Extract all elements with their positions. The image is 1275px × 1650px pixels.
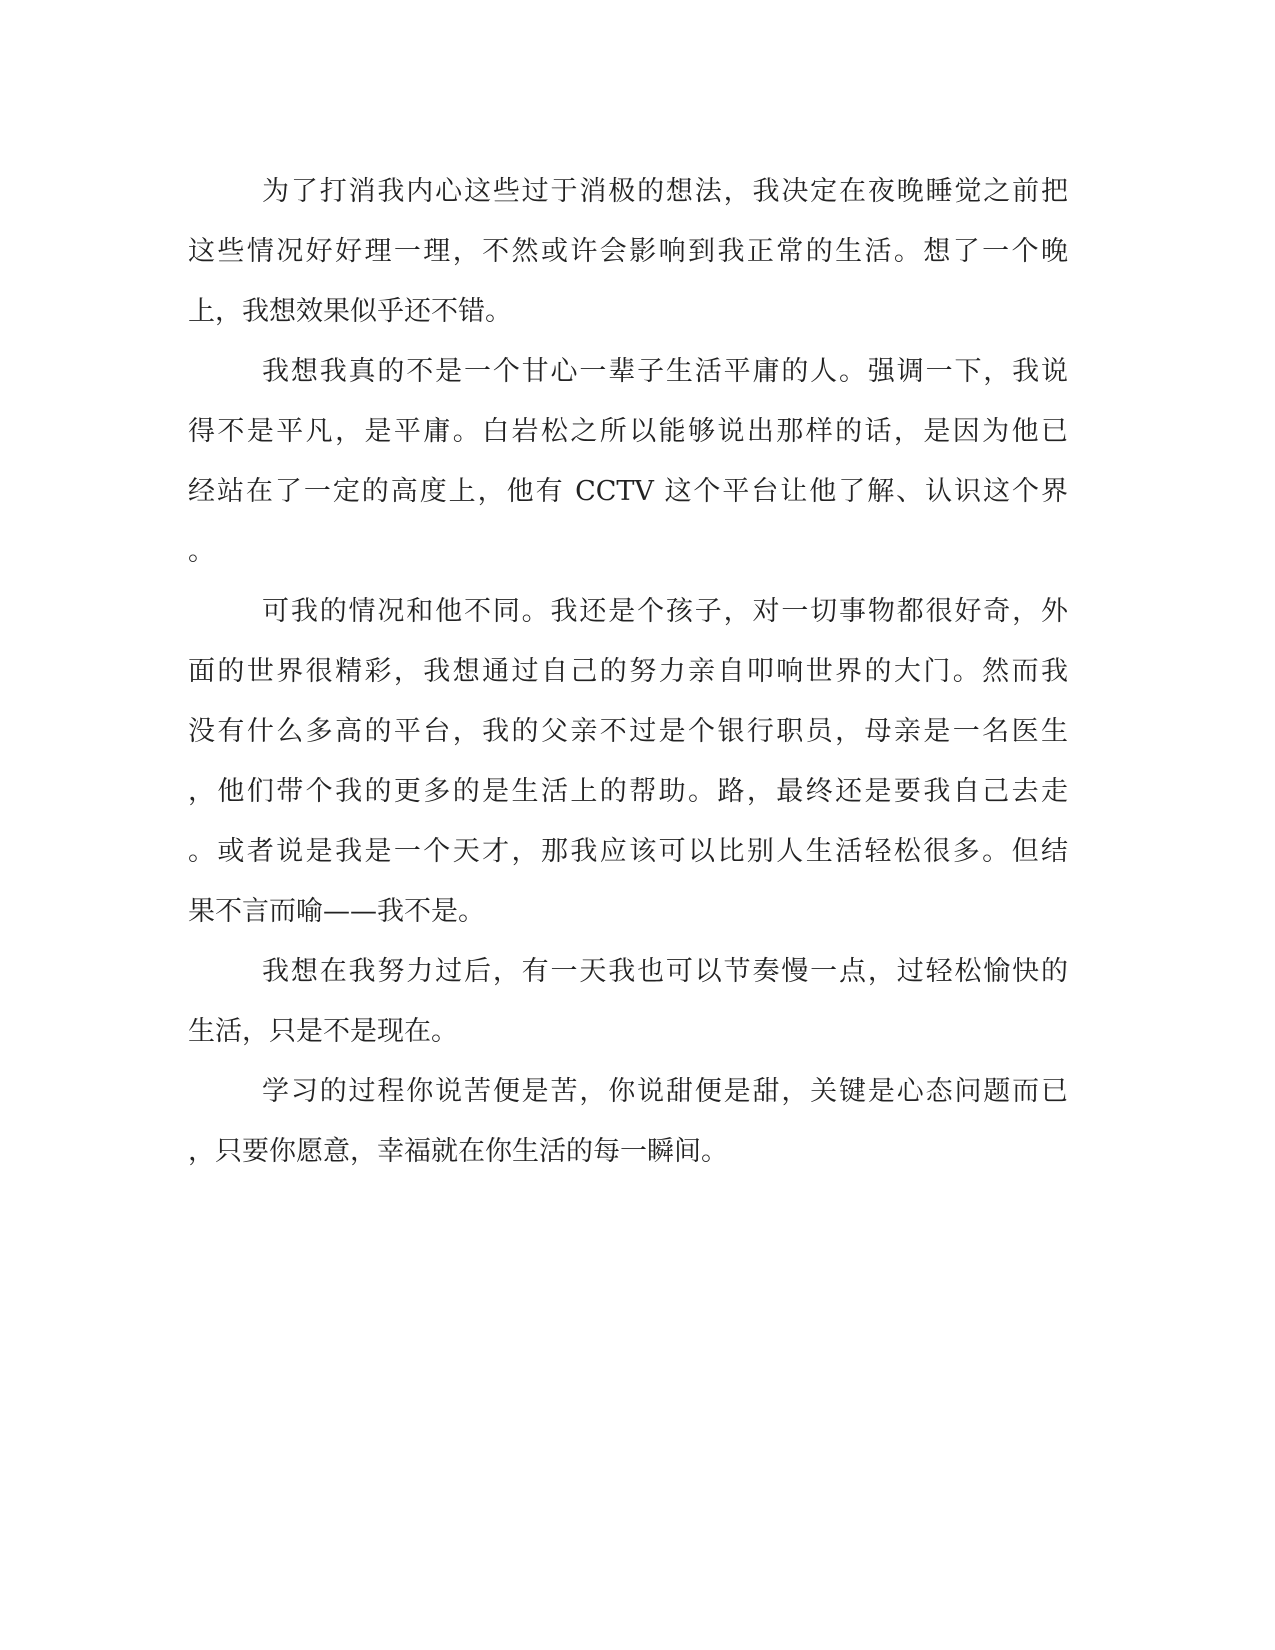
paragraph-1 — [188, 162, 1068, 342]
paragraph-4 — [188, 942, 1068, 1062]
paragraph-3 — [188, 582, 1068, 942]
document-body — [188, 162, 1068, 1182]
text-line: 果不言而喻——我不是。 — [188, 896, 485, 927]
text-line: 这些情况好好理一理，不然或许会影响到我正常的生活。想了一个晚 — [188, 236, 1068, 267]
text-line: 上，我想效果似乎还不错。 — [188, 296, 512, 327]
text-line: 可我的情况和他不同。我还是个孩子，对一切事物都很好奇，外 — [262, 596, 1068, 627]
text-line: 学习的过程你说苦便是苦，你说甜便是甜，关键是心态问题而已 — [262, 1076, 1068, 1107]
text-line: 我想我真的不是一个甘心一辈子生活平庸的人。强调一下，我说 — [262, 356, 1068, 387]
text-line: ，只要你愿意，幸福就在你生活的每一瞬间。 — [188, 1136, 728, 1167]
paragraph-5 — [188, 1062, 1068, 1182]
text-line: 。或者说是我是一个天才，那我应该可以比别人生活轻松很多。但结 — [188, 836, 1068, 867]
text-line: 我想在我努力过后，有一天我也可以节奏慢一点，过轻松愉快的 — [262, 956, 1068, 987]
paragraph-2 — [188, 342, 1068, 582]
text-line: 。 — [188, 536, 215, 567]
text-line: 生活，只是不是现在。 — [188, 1016, 458, 1047]
text-line: 得不是平凡，是平庸。白岩松之所以能够说出那样的话，是因为他已 — [188, 416, 1068, 447]
text-line: 没有什么多高的平台，我的父亲不过是个银行职员，母亲是一名医生 — [188, 716, 1068, 747]
text-line: 为了打消我内心这些过于消极的想法，我决定在夜晚睡觉之前把 — [262, 176, 1068, 207]
text-line: 面的世界很精彩，我想通过自己的努力亲自叩响世界的大门。然而我 — [188, 656, 1068, 687]
text-line: ，他们带个我的更多的是生活上的帮助。路，最终还是要我自己去走 — [188, 776, 1068, 807]
text-line: 经站在了一定的高度上，他有 CCTV 这个平台让他了解、认识这个界 — [188, 476, 1068, 507]
